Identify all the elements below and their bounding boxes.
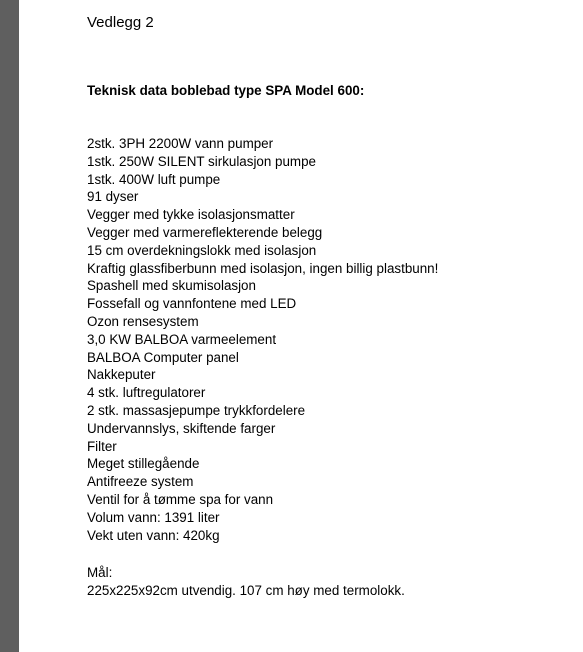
viewer-side-panel bbox=[0, 0, 19, 652]
document-title: Teknisk data boblebad type SPA Model 600: bbox=[87, 83, 365, 98]
spec-item: 2stk. 3PH 2200W vann pumper bbox=[87, 136, 274, 151]
dimensions-label: Mål: bbox=[87, 565, 113, 580]
spec-item: Nakkeputer bbox=[87, 367, 156, 383]
spec-item: Vekt uten vann: 420kg bbox=[87, 527, 220, 543]
spec-item: BALBOA Computer panel bbox=[87, 349, 239, 365]
spec-item: Ventil for å tømme spa for vann bbox=[87, 491, 274, 507]
appendix-label: Vedlegg 2 bbox=[87, 14, 154, 31]
spec-item: Kraftig glassfiberbunn med isolasjon, ingen billig plastbunn! bbox=[87, 260, 439, 276]
spec-item: Volum vann: 1391 liter bbox=[87, 509, 220, 525]
spec-item: 2 stk. massasjepumpe trykkfordelere bbox=[87, 402, 306, 418]
spec-item: Antifreeze system bbox=[87, 474, 194, 490]
spec-item: 15 cm overdekningslokk med isolasjon bbox=[87, 242, 317, 258]
dimensions-value: 225x225x92cm utvendig. 107 cm høy med termolokk. bbox=[87, 583, 405, 598]
spec-item: 1stk. 250W SILENT sirkulasjon pumpe bbox=[87, 153, 316, 169]
spec-list bbox=[87, 135, 438, 544]
spec-item: Filter bbox=[87, 438, 117, 454]
spec-item: Spashell med skumisolasjon bbox=[87, 278, 256, 294]
spec-item: Vegger med varmereflekterende belegg bbox=[87, 224, 323, 240]
spec-item: Fossefall og vannfontene med LED bbox=[87, 296, 297, 312]
spec-item: 4 stk. luftregulatorer bbox=[87, 385, 206, 401]
spec-item: 1stk. 400W luft pumpe bbox=[87, 171, 221, 187]
spec-item: 3,0 KW BALBOA varmeelement bbox=[87, 331, 277, 347]
spec-item: Undervannslys, skiftende farger bbox=[87, 420, 276, 436]
spec-item: Meget stillegående bbox=[87, 456, 200, 472]
document-page bbox=[19, 0, 583, 652]
spec-item: Ozon rensesystem bbox=[87, 313, 199, 329]
spec-item: 91 dyser bbox=[87, 189, 139, 205]
spec-item: Vegger med tykke isolasjonsmatter bbox=[87, 207, 295, 223]
